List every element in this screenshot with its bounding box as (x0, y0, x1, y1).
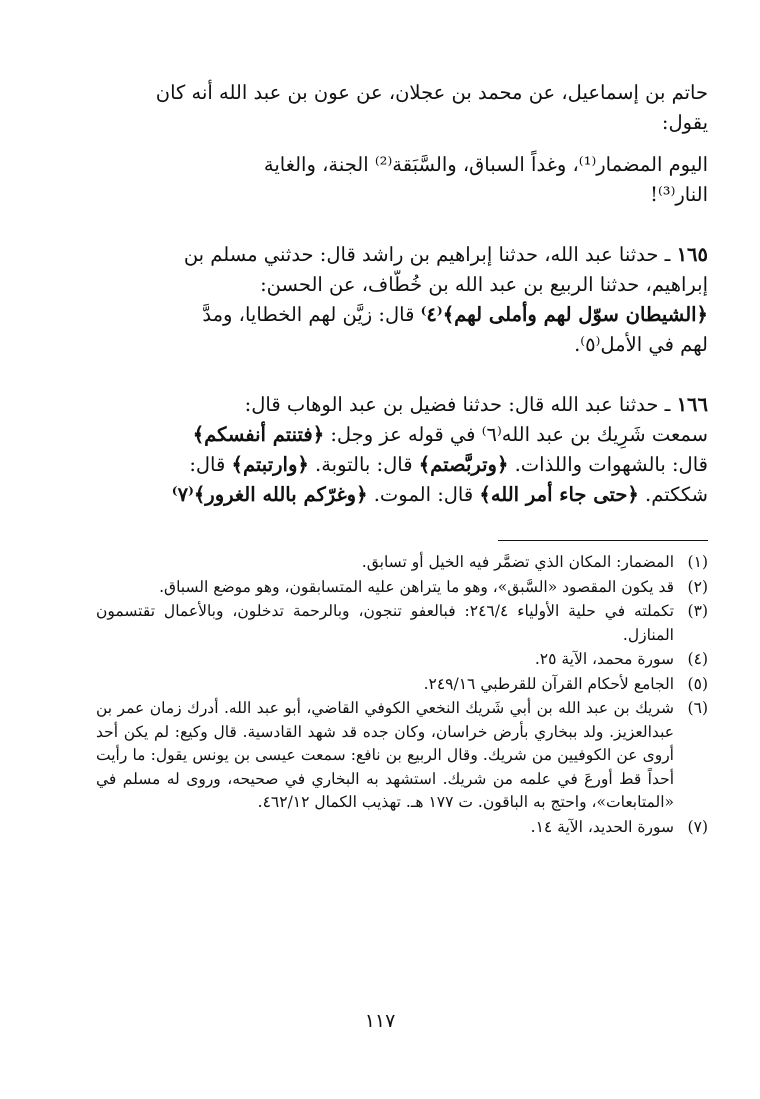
footnote-number: (٦) (687, 699, 708, 717)
footnote-separator (498, 540, 708, 541)
text-line: حاتم بن إسماعيل، عن محمد بن عجلان، عن عون بن عبد الله أنه كان (155, 81, 708, 104)
footnote (96, 816, 708, 840)
footnote-text: سورة الحديد، الآية ١٤. (530, 817, 674, 836)
footnote-number: (٤) (687, 650, 708, 668)
footnote-number: (٧) (687, 817, 708, 836)
text-line: يقول: (661, 111, 708, 134)
hadith-166 (96, 390, 708, 510)
hadith-165 (96, 240, 708, 360)
footnote-number: (٢) (687, 577, 708, 596)
quran-verse: ﴿وغرّكم بالله الغرور﴾⁽٧⁾ (171, 483, 368, 506)
footnote (96, 600, 708, 647)
footnote (96, 648, 708, 672)
footnotes (96, 551, 708, 839)
footnote (96, 576, 708, 600)
text-span: شككتم. (638, 483, 708, 506)
footnote-text: شريك بن عبد الله بن أبي شَريك النخعي الكوفي القاضي، أبو عبد الله. أدرك زمان عمر بن عبدالعزيز. ولد ببخاري بأرض خراسان، وكان جده قد شهد القادسية. قال وكيع: لم يكن أحد أروى عن الكوفيين من شريك. وقال الربيع بن نافع: سمعت عيسى بن يونس يقول: ما رأيت أحداً قط أورعَ في علمه من شريك. استشهد به البخاري في صحيحه، وروى له مسلم في «المتابعات»، واحتج به الباقون. ت ١٧٧ هـ. تهذيب الكمال ٤٦٢/١٢. (96, 699, 674, 811)
text-span: ـ حدثنا عبد الله، حدثنا إبراهيم بن راشد قال: حدثني مسلم بن (183, 243, 671, 266)
text-span: قال: بالشهوات واللذات. (508, 453, 708, 476)
quran-verse: ﴿وتربَّصتم﴾ (418, 453, 509, 476)
footnote (96, 673, 708, 697)
footnote-text: الجامع لأحكام القرآن للقرطبي ٢٤٩/١٦. (423, 674, 674, 693)
text-line (96, 450, 708, 480)
footnote (96, 551, 708, 575)
footnote-text: المضمار: المكان الذي تضمَّر فيه الخيل أو تسابق. (361, 553, 674, 571)
quran-verse: ﴿فتنتم أنفسكم﴾ (192, 423, 325, 446)
text-span: سمعت شَرِيك بن عبد الله⁽٦⁾ في قوله عز وجل: (324, 423, 708, 446)
page-number: ١١٧ (364, 1010, 396, 1032)
text-line (96, 240, 708, 270)
text-line (96, 300, 708, 330)
footnote (96, 697, 708, 815)
text-line: إبراهيم، حدثنا الربيع بن عبد الله بن خُطَّاف، عن الحسن: (260, 273, 708, 296)
quran-verse: ﴿وارتبتم﴾ (231, 453, 309, 476)
page-body (96, 78, 708, 840)
text-span: قال: (189, 453, 232, 476)
footnote-number: (١) (687, 553, 708, 571)
text-line: لهم في الأمل⁽٥⁾. (574, 333, 708, 356)
text-line (96, 480, 708, 510)
text-span: قال: الموت. (367, 483, 480, 506)
text-line (96, 420, 708, 450)
footnote-number: (٥) (687, 674, 708, 693)
text-line: النار⁽³⁾! (650, 183, 708, 206)
paragraph-2 (96, 150, 708, 210)
text-span: قال: زيَّن لهم الخطايا، ومدَّ (202, 303, 421, 326)
text-span: قال: بالتوبة. (308, 453, 419, 476)
text-line (96, 390, 708, 420)
text-span: ـ حدثنا عبد الله قال: حدثنا فضيل بن عبد الوهاب قال: (244, 393, 671, 416)
paragraph-1 (96, 78, 708, 138)
footnote-text: تكملته في حلية الأولياء ٢٤٦/٤: فبالعفو تنجون، وبالرحمة تدخلون، وبالأعمال تقتسمون المنازل. (96, 602, 674, 644)
hadith-number: ١٦٦ (676, 393, 708, 416)
hadith-number: ١٦٥ (676, 243, 708, 266)
text-line: اليوم المضمار⁽¹⁾، وغداً السباق، والسَّبَقة⁽²⁾ الجنة، والغاية (263, 153, 708, 176)
footnote-text: قد يكون المقصود «السَّبق»، وهو ما يتراهن عليه المتسابقون، وهو موضع السباق. (159, 577, 674, 596)
quran-verse: ﴿حتى جاء أمر الله﴾ (479, 483, 639, 506)
quran-verse: ﴿الشيطان سوّل لهم وأملى لهم﴾⁽٤⁾ (420, 303, 708, 326)
footnote-number: (٣) (687, 602, 708, 620)
footnote-text: سورة محمد، الآية ٢٥. (534, 650, 674, 668)
